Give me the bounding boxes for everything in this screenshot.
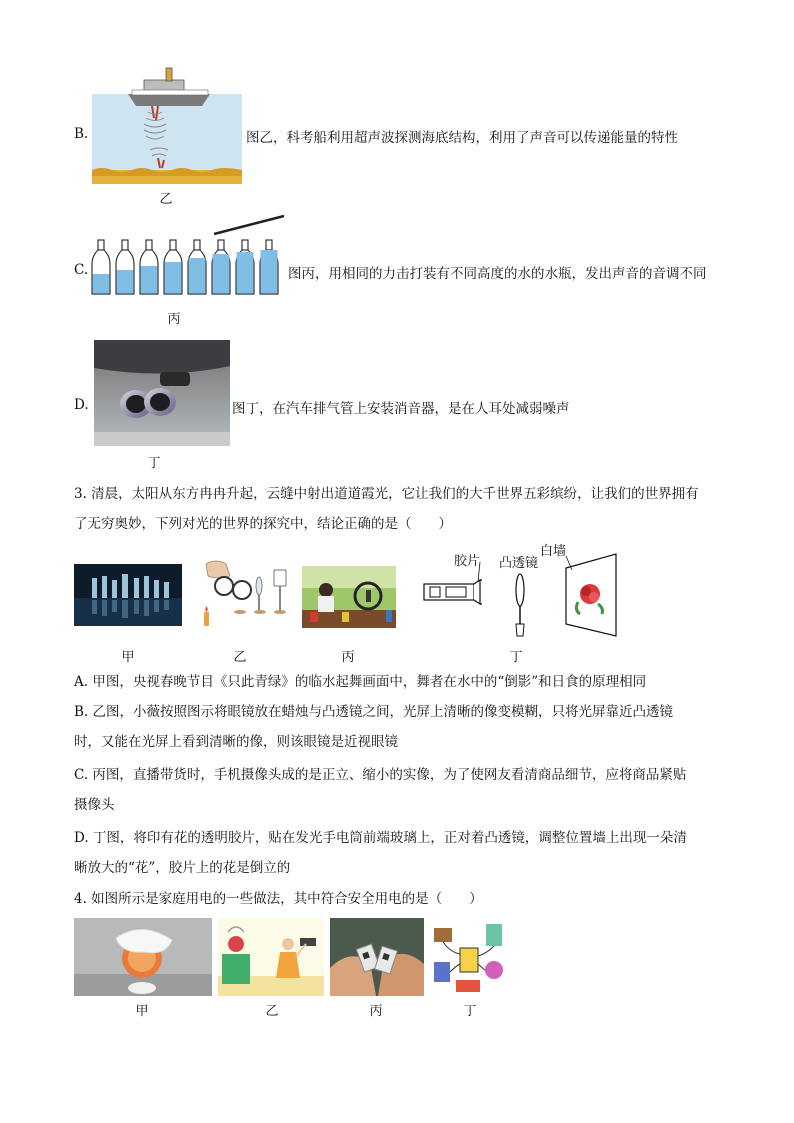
heater-towel-image [74,918,212,996]
q4-caption-bing: 丙 [369,1004,383,1019]
q3-stem-line2: 了无穷奥妙，下列对光的世界的探究中，结论正确的是（ ） [74,516,452,532]
q4-caption-ding: 丁 [463,1004,477,1019]
kitchen-cartoon-image [218,918,324,996]
q3-option-b-line1: B. 乙图，小薇按照图示将眼镜放在蜡烛与凸透镜之间，光屏上清晰的像变模糊，只将光屏靠近凸透镜 [74,704,674,720]
q3-caption-yi: 乙 [233,650,247,665]
wire-hands-image [330,918,424,996]
q3-caption-jia: 甲 [121,650,135,665]
glasses-lens-setup-image [196,556,288,632]
label-film: 胶片 [454,554,481,569]
q3-stem-line1: 3. 清晨，太阳从东方冉冉升起，云缝中射出道道霞光，它让我们的大千世界五彩缤纷，让我们的世界拥有 [74,486,699,502]
q3-caption-ding: 丁 [509,650,523,665]
q3-option-b-line2: 时，又能在光屏上看到清晰的像，则该眼镜是近视眼镜 [74,734,398,750]
q4-caption-yi: 乙 [265,1004,279,1019]
option-b-text: 图乙，科考船利用超声波探测海底结构，利用了声音可以传递能量的特性 [246,130,678,146]
q3-option-c-line1: C. 丙图，直播带货时，手机摄像头成的是正立、缩小的实像，为了使网友看清商品细节，应将商品紧贴 [74,767,687,783]
option-b-letter: B. [74,126,89,142]
caption-bing: 丙 [167,312,181,327]
caption-yi: 乙 [159,192,173,207]
exhaust-pipe-image [94,340,230,446]
q3-option-c-line2: 摄像头 [74,797,115,813]
option-d-letter: D. [74,397,89,413]
dance-stage-image [74,564,182,626]
label-wall: 白墙 [540,544,567,559]
option-c-letter: C. [74,262,89,278]
water-bottles-image [90,212,286,302]
q3-option-a: A. 甲图，央视春晚节目《只此青绿》的临水起舞画面中，舞者在水中的“倒影”和日食的原理相同 [74,674,647,690]
q3-option-d-line1: D. 丁图，将印有花的透明胶片，贴在发光手电筒前端玻璃上，正对着凸透镜，调整位置墙上出现一朵清 [74,830,687,846]
option-d-text: 图丁，在汽车排气管上安装消音器，是在人耳处减弱噪声 [232,401,570,417]
label-lens: 凸透镜 [499,556,539,571]
option-c-text: 图丙，用相同的力击打装有不同高度的水的水瓶，发出声音的音调不同 [288,266,707,282]
q4-stem: 4. 如图所示是家庭用电的一些做法，其中符合安全用电的是（ ） [74,891,483,907]
q4-caption-jia: 甲 [135,1004,149,1019]
overloaded-socket-image [430,918,510,996]
q3-option-d-line2: 晰放大的“花”，胶片上的花是倒立的 [74,860,291,876]
ship-sonar-image [92,64,242,184]
q3-caption-bing: 丙 [341,650,355,665]
livestream-image [302,566,396,628]
caption-ding: 丁 [147,456,161,471]
